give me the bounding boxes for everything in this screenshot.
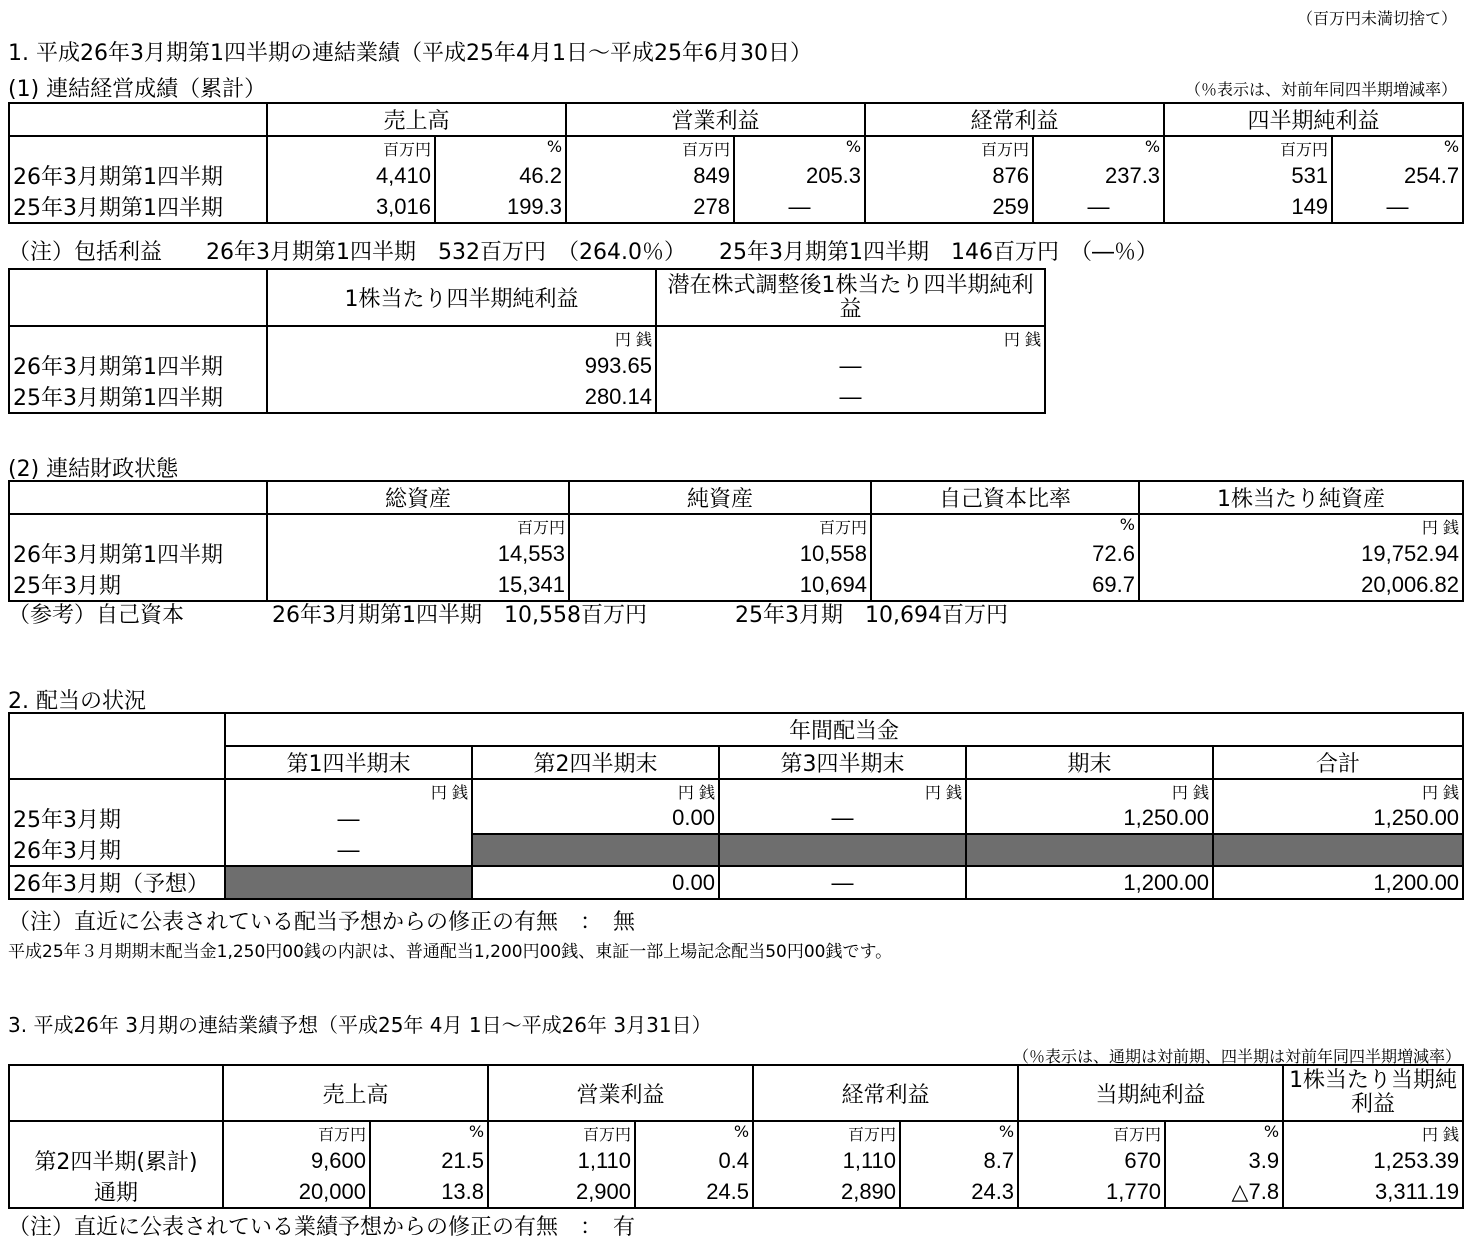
value-cell: 1,110 xyxy=(488,1145,635,1176)
forecast-revision-note: （注）直近に公表されている業績予想からの修正の有無 ： 有 xyxy=(8,1215,636,1240)
value-cell: 3,016 xyxy=(267,191,435,223)
table-row xyxy=(9,350,1045,381)
header-sales: 売上高 xyxy=(223,1065,488,1121)
dividend-breakdown-note: 平成25年３月期期末配当金1,250円00銭の内訳は、普通配当1,200円00銭、東証一部上場記念配当50円00銭です。 xyxy=(8,942,893,962)
unit-cell: % xyxy=(1332,136,1463,160)
table-row xyxy=(9,866,1463,899)
value-cell: 8.7 xyxy=(900,1145,1018,1176)
row-label: 26年3月期（予想） xyxy=(9,866,225,899)
unit-cell: 百万円 xyxy=(1018,1121,1165,1145)
value-cell: 20,000 xyxy=(223,1176,370,1208)
table-row xyxy=(9,538,1463,569)
value-cell: 531 xyxy=(1164,160,1332,191)
value-cell: 69.7 xyxy=(871,569,1139,601)
eps-table xyxy=(8,268,1046,414)
unit-cell: 百万円 xyxy=(223,1121,370,1145)
value-cell: 199.3 xyxy=(435,191,566,223)
value-cell: 13.8 xyxy=(370,1176,488,1208)
unit-cell: 円 銭 xyxy=(656,326,1045,350)
section-3-title: 3. 平成26年 3月期の連結業績予想（平成25年 4月 1日～平成26年 3月31日） xyxy=(8,1013,712,1037)
unit-cell: % xyxy=(635,1121,753,1145)
value-cell: 0.4 xyxy=(635,1145,753,1176)
shaded-cell xyxy=(1213,834,1463,866)
label-cell xyxy=(9,326,267,350)
corner-cell xyxy=(9,1065,223,1121)
value-cell: 149 xyxy=(1164,191,1332,223)
value-cell: 993.65 xyxy=(267,350,656,381)
financial-position-table xyxy=(8,480,1464,602)
value-cell: 21.5 xyxy=(370,1145,488,1176)
header-operating-income: 営業利益 xyxy=(566,103,865,136)
header-ordinary-income: 経常利益 xyxy=(865,103,1164,136)
value-cell: ― xyxy=(734,191,865,223)
label-cell xyxy=(9,1121,223,1145)
header-net-income: 四半期純利益 xyxy=(1164,103,1463,136)
unit-cell: % xyxy=(871,514,1139,538)
header-sales: 売上高 xyxy=(267,103,566,136)
header-net-assets: 純資産 xyxy=(569,481,871,514)
value-cell: 20,006.82 xyxy=(1139,569,1463,601)
value-cell: 4,410 xyxy=(267,160,435,191)
unit-cell: 百万円 xyxy=(267,514,569,538)
table-row xyxy=(9,160,1463,191)
unit-cell: 百万円 xyxy=(865,136,1033,160)
header-q3-end: 第3四半期末 xyxy=(719,746,966,779)
unit-cell: 円 銭 xyxy=(719,779,966,803)
value-cell: 9,600 xyxy=(223,1145,370,1176)
unit-cell: 百万円 xyxy=(566,136,734,160)
header-bps: 1株当たり純資産 xyxy=(1139,481,1463,514)
header-annual-dividends: 年間配当金 xyxy=(225,713,1463,746)
header-q2-end: 第2四半期末 xyxy=(472,746,719,779)
value-cell: 1,200.00 xyxy=(966,866,1213,899)
dividend-revision-note: （注）直近に公表されている配当予想からの修正の有無 ： 無 xyxy=(8,910,636,935)
dividends-table xyxy=(8,712,1464,900)
row-label: 26年3月期第1四半期 xyxy=(9,350,267,381)
value-cell: 3.9 xyxy=(1165,1145,1283,1176)
value-cell: 14,553 xyxy=(267,538,569,569)
unit-cell: % xyxy=(900,1121,1018,1145)
table-row xyxy=(9,191,1463,223)
unit-cell: 百万円 xyxy=(753,1121,900,1145)
value-cell: 1,250.00 xyxy=(966,803,1213,834)
header-equity-ratio: 自己資本比率 xyxy=(871,481,1139,514)
value-cell: 280.14 xyxy=(267,381,656,413)
header-eps: 1株当たり当期純利益 xyxy=(1283,1065,1463,1121)
value-cell: 849 xyxy=(566,160,734,191)
table-row xyxy=(9,381,1045,413)
row-label: 26年3月期第1四半期 xyxy=(9,160,267,191)
value-cell: 237.3 xyxy=(1033,160,1164,191)
value-cell: ― xyxy=(225,834,472,866)
table-row xyxy=(9,1176,1463,1208)
unit-cell: 百万円 xyxy=(267,136,435,160)
value-cell: 0.00 xyxy=(472,803,719,834)
table-row xyxy=(9,569,1463,601)
table-row xyxy=(9,1145,1463,1176)
value-cell: 0.00 xyxy=(472,866,719,899)
label-cell xyxy=(9,136,267,160)
value-cell: ― xyxy=(1332,191,1463,223)
label-cell xyxy=(9,779,225,803)
reference-equity-note: （参考）自己資本 26年3月期第1四半期 10,558百万円 25年3月期 10,694百万円 xyxy=(8,603,1008,628)
shaded-cell xyxy=(472,834,719,866)
section-2-title: 2. 配当の状況 xyxy=(8,689,146,714)
unit-cell: % xyxy=(370,1121,488,1145)
unit-cell: 円 銭 xyxy=(1139,514,1463,538)
forecast-table xyxy=(8,1064,1464,1209)
operating-results-table xyxy=(8,102,1464,224)
value-cell: 1,253.39 xyxy=(1283,1145,1463,1176)
value-cell: 1,770 xyxy=(1018,1176,1165,1208)
unit-cell: 百万円 xyxy=(569,514,871,538)
value-cell: 1,200.00 xyxy=(1213,866,1463,899)
unit-cell: 円 銭 xyxy=(1213,779,1463,803)
header-total: 合計 xyxy=(1213,746,1463,779)
percent-note: （％表示は、対前年同四半期増減率） xyxy=(1184,80,1457,99)
header-net-income: 当期純利益 xyxy=(1018,1065,1283,1121)
unit-cell: 円 銭 xyxy=(472,779,719,803)
value-cell: 10,694 xyxy=(569,569,871,601)
row-label: 第2四半期(累計) xyxy=(9,1145,223,1176)
value-cell: 254.7 xyxy=(1332,160,1463,191)
value-cell: ― xyxy=(656,381,1045,413)
value-cell: 259 xyxy=(865,191,1033,223)
value-cell: 15,341 xyxy=(267,569,569,601)
section-1-1-title: (1) 連結経営成績（累計） xyxy=(8,77,267,102)
value-cell: ― xyxy=(719,866,966,899)
header-year-end: 期末 xyxy=(966,746,1213,779)
section-1-2-title: (2) 連結財政状態 xyxy=(8,457,179,482)
unit-cell: 百万円 xyxy=(1164,136,1332,160)
value-cell: 1,250.00 xyxy=(1213,803,1463,834)
corner-cell xyxy=(9,269,267,326)
unit-cell: 円 銭 xyxy=(225,779,472,803)
value-cell: 19,752.94 xyxy=(1139,538,1463,569)
header-q1-end: 第1四半期末 xyxy=(225,746,472,779)
forecast-percent-note: （％表示は、通期は対前期、四半期は対前年同四半期増減率） xyxy=(1012,1047,1461,1066)
value-cell: 1,110 xyxy=(753,1145,900,1176)
unit-cell: % xyxy=(435,136,566,160)
header-ordinary-income: 経常利益 xyxy=(753,1065,1018,1121)
value-cell: ― xyxy=(225,803,472,834)
unit-cell: % xyxy=(734,136,865,160)
value-cell: ― xyxy=(719,803,966,834)
value-cell: △7.8 xyxy=(1165,1176,1283,1208)
table-row xyxy=(9,803,1463,834)
value-cell: 278 xyxy=(566,191,734,223)
value-cell: 2,900 xyxy=(488,1176,635,1208)
header-eps: 1株当たり四半期純利益 xyxy=(267,269,656,326)
unit-note: （百万円未満切捨て） xyxy=(1296,9,1457,28)
row-label: 26年3月期第1四半期 xyxy=(9,538,267,569)
value-cell: 46.2 xyxy=(435,160,566,191)
unit-cell: 百万円 xyxy=(488,1121,635,1145)
value-cell: 10,558 xyxy=(569,538,871,569)
value-cell: ― xyxy=(656,350,1045,381)
label-cell xyxy=(9,514,267,538)
row-label: 通期 xyxy=(9,1176,223,1208)
section-1-title: 1. 平成26年3月期第1四半期の連結業績（平成25年4月1日～平成25年6月30日） xyxy=(8,41,812,66)
shaded-cell xyxy=(719,834,966,866)
row-label: 25年3月期 xyxy=(9,569,267,601)
value-cell: 876 xyxy=(865,160,1033,191)
unit-cell: % xyxy=(1033,136,1164,160)
value-cell: ― xyxy=(1033,191,1164,223)
value-cell: 72.6 xyxy=(871,538,1139,569)
unit-cell: 円 銭 xyxy=(267,326,656,350)
header-total-assets: 総資産 xyxy=(267,481,569,514)
unit-cell: 円 銭 xyxy=(1283,1121,1463,1145)
value-cell: 3,311.19 xyxy=(1283,1176,1463,1208)
value-cell: 24.5 xyxy=(635,1176,753,1208)
row-label: 26年3月期 xyxy=(9,834,225,866)
comprehensive-income-note: （注）包括利益 26年3月期第1四半期 532百万円 （264.0％） 25年3月期第1四半期 146百万円 （―％） xyxy=(8,240,1158,265)
row-label: 25年3月期 xyxy=(9,803,225,834)
value-cell: 670 xyxy=(1018,1145,1165,1176)
table-row xyxy=(9,834,1463,866)
unit-cell: 円 銭 xyxy=(966,779,1213,803)
value-cell: 2,890 xyxy=(753,1176,900,1208)
header-operating-income: 営業利益 xyxy=(488,1065,753,1121)
corner-cell xyxy=(9,713,225,779)
corner-cell xyxy=(9,103,267,136)
corner-cell xyxy=(9,481,267,514)
header-diluted-eps: 潜在株式調整後1株当たり四半期純利益 xyxy=(656,269,1045,326)
value-cell: 205.3 xyxy=(734,160,865,191)
shaded-cell xyxy=(966,834,1213,866)
row-label: 25年3月期第1四半期 xyxy=(9,191,267,223)
row-label: 25年3月期第1四半期 xyxy=(9,381,267,413)
shaded-cell xyxy=(225,866,472,899)
value-cell: 24.3 xyxy=(900,1176,1018,1208)
unit-cell: % xyxy=(1165,1121,1283,1145)
